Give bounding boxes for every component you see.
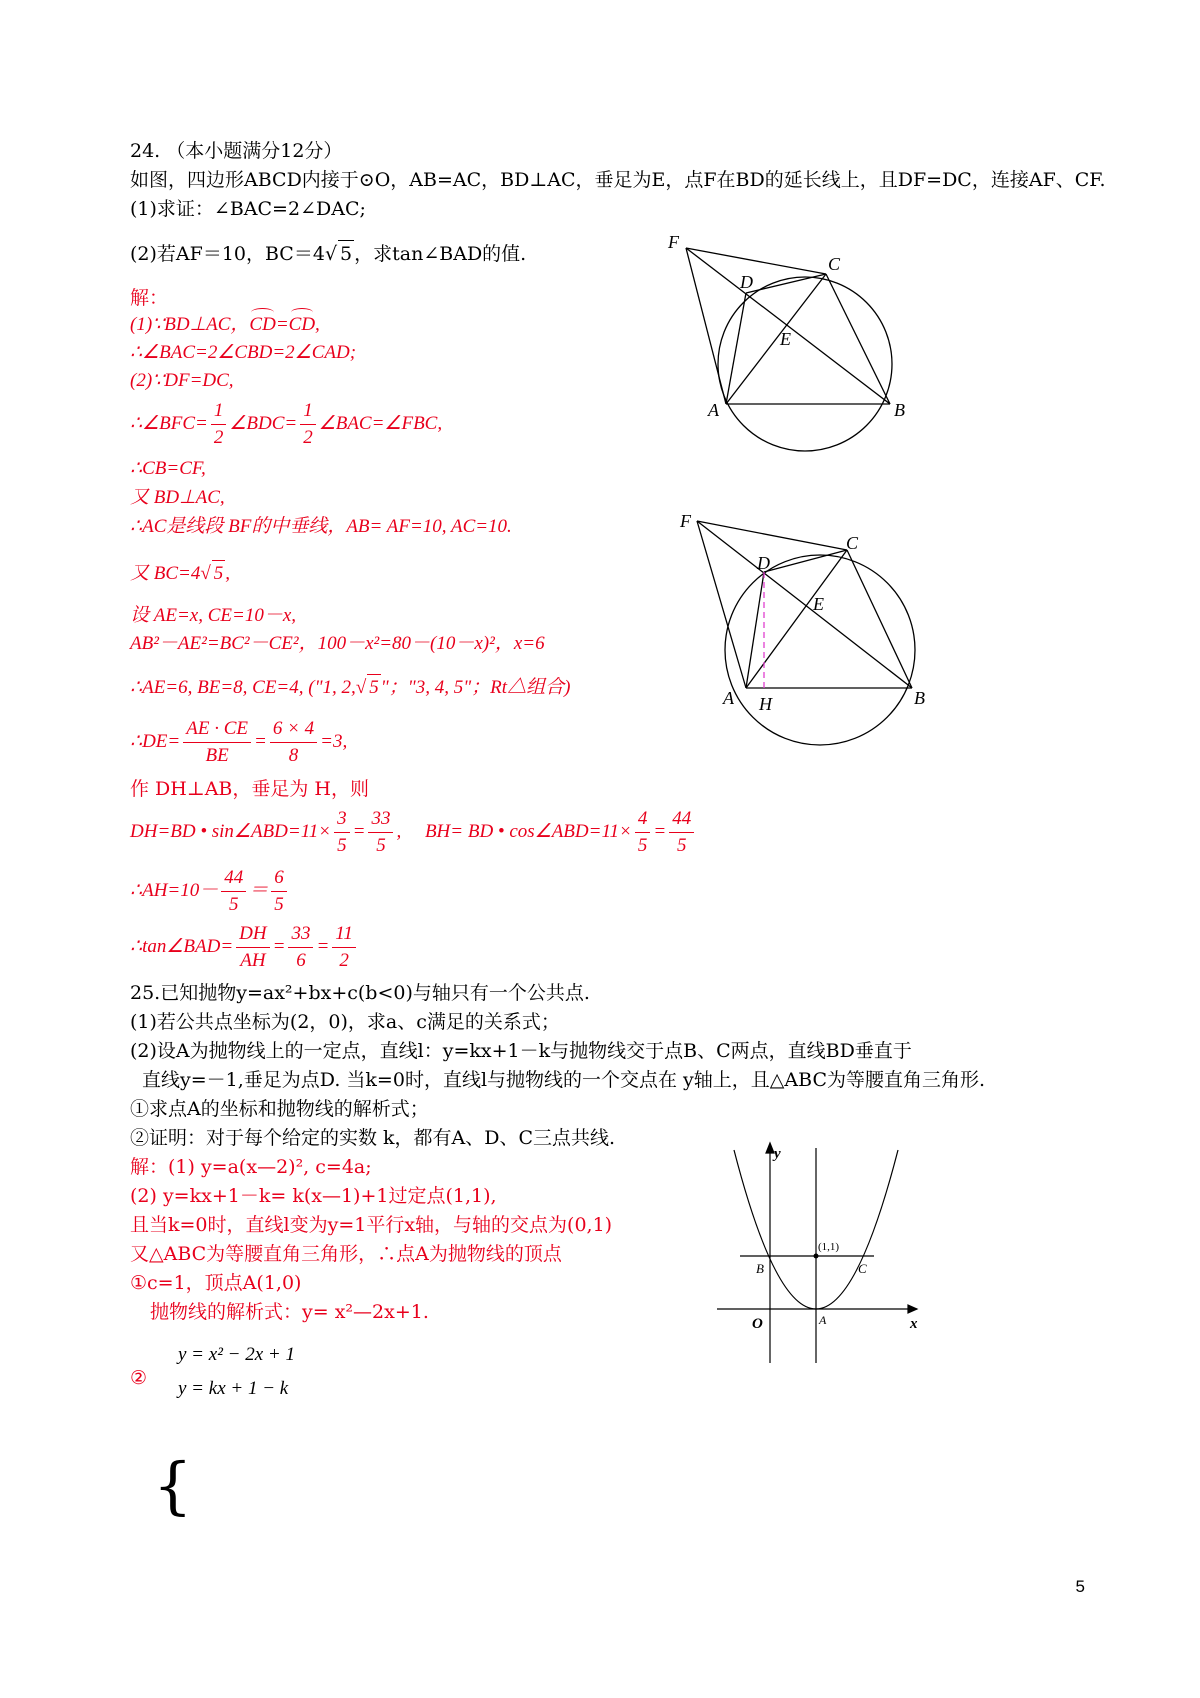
p24-stem: 如图，四边形ABCD内接于⊙O，AB=AC，BD⊥AC，垂足为E，点F在BD的延长线上，且DF=DC，连接AF、CF. — [130, 169, 1106, 191]
p24-q2-a: (2)若AF＝10，BC＝4 — [130, 243, 325, 265]
p24-q2 — [130, 240, 526, 267]
p24-s4-c: ∠BAC=∠FBC, — [318, 412, 443, 434]
segment-cb — [826, 274, 890, 404]
p24-s8 — [130, 560, 230, 587]
p24-s10: AB²－AE²=BC²－CE²，100－x²=80－(10－x)²，x=6 — [130, 633, 545, 654]
label-d: D — [740, 272, 753, 292]
p24-s7: ∴AC是线段 BF的中垂线，AB= AF=10, AC=10. — [130, 516, 512, 537]
p24-s1-a: (1)∵BD⊥AC， — [130, 314, 250, 335]
p24-s12-b: =3, — [320, 730, 348, 752]
segment-dc — [764, 550, 847, 572]
numerator: 3 — [334, 806, 350, 833]
label-y: y — [774, 1146, 781, 1162]
p24-s4-a: ∴∠BFC= — [130, 412, 208, 434]
fraction-11-2 — [332, 921, 356, 974]
p24-s15 — [130, 865, 290, 918]
sqrt-symbol: √ — [355, 677, 367, 698]
p25-l2: (1)若公共点坐标为(2，0)，求a、c满足的关系式； — [130, 1011, 560, 1033]
label-a: A — [819, 1313, 827, 1327]
p24-s14-a: DH=BD • sin∠ABD=11× — [130, 820, 332, 842]
label-d: D — [757, 553, 770, 573]
equals: = — [254, 730, 267, 752]
denominator: AH — [240, 950, 266, 971]
p25-s1: 解：(1) y=a(x—2)², c=4a; — [130, 1156, 372, 1178]
denominator: 6 — [296, 950, 306, 971]
p25-l6: ②证明：对于每个给定的实数 k，都有A、D、C三点共线. — [130, 1127, 616, 1149]
fraction-4-5 — [635, 806, 651, 859]
denominator: 5 — [676, 835, 687, 856]
p25-l5: ①求点A的坐标和抛物线的解析式； — [130, 1098, 429, 1120]
numerator: 44 — [221, 865, 246, 892]
label-e: E — [813, 594, 824, 614]
segment-ad — [746, 572, 764, 688]
system-brace: { — [153, 1449, 193, 1522]
p25-l1: 25.已知抛物y=ax²+bx+c(b<0)与轴只有一个公共点. — [130, 982, 590, 1004]
label-b: B — [756, 1261, 764, 1276]
fraction-6-5 — [271, 865, 287, 918]
p25-s5: ①c=1，顶点A(1,0) — [130, 1272, 302, 1294]
segment-fb — [697, 521, 912, 688]
p24-solution-label: 解： — [130, 287, 169, 309]
page-number: 5 — [1075, 1577, 1085, 1596]
label-c: C — [858, 1261, 867, 1276]
fraction-half-1 — [211, 398, 227, 451]
fraction-33-5 — [368, 806, 393, 859]
p24-s4-b: ∠BDC= — [229, 412, 298, 434]
label-f: F — [680, 511, 691, 531]
segment-fa — [686, 248, 726, 404]
p24-s1-eq: = — [275, 314, 289, 335]
fraction-44-5 — [221, 865, 246, 918]
p24-s14-b: , BH= BD • cos∠ABD=11× — [396, 820, 632, 842]
denominator: 5 — [337, 835, 347, 856]
p24-s16 — [130, 921, 359, 974]
p24-s11-b: "；"3, 4, 5"；Rt△组合) — [380, 677, 571, 698]
arc-cd-2: CD — [289, 312, 315, 338]
numerator: 11 — [332, 921, 356, 948]
p24-s8-b: , — [225, 563, 231, 584]
p25-l3: (2)设A为抛物线上的一定点，直线l：y=kx+1－k与抛物线交于点B、C两点，直线BD垂直于 — [130, 1040, 912, 1062]
label-e: E — [780, 329, 791, 349]
segment-fb — [686, 248, 890, 404]
numerator: 6 — [271, 865, 287, 892]
numerator: AE · CE — [183, 716, 251, 743]
p24-s8-radicand: 5 — [212, 560, 226, 587]
segment-fa — [697, 521, 746, 688]
p25-s4: 又△ABC为等腰直角三角形，∴点A为抛物线的顶点 — [130, 1243, 562, 1265]
p24-s6: 又 BD⊥AC, — [130, 487, 225, 508]
label-h: H — [759, 694, 772, 714]
p24-s15-a: ∴AH=10－ — [130, 879, 219, 901]
fraction-de-value — [270, 716, 317, 769]
fraction-44-5 — [669, 806, 694, 859]
label-c: C — [846, 533, 859, 553]
denominator: 8 — [288, 745, 299, 766]
segment-ac — [726, 274, 826, 404]
p25-l4: 直线y=－1,垂足为点D. 当k=0时，直线l与抛物线的一个交点在 y轴上，且△ABC为等腰直角三角形. — [142, 1069, 986, 1091]
parabola-figure — [712, 1138, 927, 1368]
p25-s2: (2) y=kx+1－k= k(x—1)+1过定点(1,1), — [130, 1185, 497, 1207]
equals: = — [272, 935, 286, 957]
p25-s6: 抛物线的解析式：y= x²—2x+1. — [150, 1301, 429, 1323]
label-a: A — [723, 688, 734, 708]
label-f: F — [668, 232, 679, 252]
p24-q2-radicand: 5 — [338, 240, 354, 267]
label-point-1-1: (1,1) — [818, 1241, 840, 1253]
segment-fc — [697, 521, 847, 550]
p25-s7-prefix: ② — [130, 1367, 148, 1389]
p25-eq2: y = kx + 1 − k — [178, 1378, 289, 1399]
denominator: 5 — [376, 835, 386, 856]
numerator: 6 × 4 — [270, 716, 317, 743]
fraction-33-6 — [288, 921, 313, 974]
segment-cb — [847, 550, 912, 688]
p24-s11-a: ∴AE=6, BE=8, CE=4, ("1, 2, — [130, 677, 356, 698]
p24-s11 — [130, 674, 570, 701]
p24-s1 — [130, 312, 320, 338]
equals: = — [352, 820, 366, 842]
label-b: B — [914, 688, 925, 708]
p25-s3: 且当k=0时，直线l变为y=1平行x轴，与轴的交点为(0,1) — [130, 1214, 613, 1236]
p24-s12 — [130, 716, 347, 769]
p24-s4 — [130, 398, 442, 451]
p24-s2: ∴∠BAC=2∠CBD=2∠CAD; — [130, 342, 357, 363]
fraction-3-5 — [334, 806, 350, 859]
p24-q2-b: ，求tan∠BAD的值. — [354, 243, 527, 265]
y-axis-arrow — [766, 1143, 774, 1153]
p24-s1-end: , — [315, 314, 320, 335]
numerator: 4 — [635, 806, 651, 833]
denominator: 2 — [339, 950, 349, 971]
p25-eq1: y = x² − 2x + 1 — [178, 1344, 295, 1365]
p24-s9: 设 AE=x, CE=10－x, — [130, 605, 296, 626]
circle-o — [725, 555, 915, 745]
arc-cd-1: CD — [249, 312, 275, 338]
fraction-half-2 — [300, 398, 316, 451]
denominator: BE — [205, 745, 229, 766]
label-o: O — [752, 1316, 763, 1332]
equals: = — [653, 820, 667, 842]
p24-q1: (1)求证：∠BAC=2∠DAC; — [130, 198, 366, 220]
denominator: 5 — [274, 894, 284, 915]
fraction-de — [183, 716, 251, 769]
segment-ad — [726, 293, 746, 404]
equals: = — [316, 935, 330, 957]
numerator: 33 — [288, 921, 313, 948]
numerator: 1 — [211, 398, 227, 425]
label-a: A — [708, 400, 719, 420]
p24-s5: ∴CB=CF, — [130, 458, 206, 479]
sqrt-symbol: √ — [324, 243, 338, 265]
label-b: B — [894, 400, 905, 420]
equals: ＝ — [249, 879, 269, 901]
p24-s16-a: ∴tan∠BAD= — [130, 935, 234, 957]
label-x: x — [910, 1316, 918, 1332]
denominator: 2 — [213, 427, 224, 448]
denominator: 5 — [229, 894, 239, 915]
p24-s12-a: ∴DE= — [130, 730, 181, 752]
fraction-dh-ah — [236, 921, 269, 974]
geometry-figure-2 — [660, 505, 940, 750]
denominator: 2 — [303, 427, 313, 448]
p24-s8-a: 又 BC=4 — [130, 563, 201, 584]
numerator: 1 — [300, 398, 316, 425]
geometry-figure-1 — [660, 230, 930, 460]
numerator: DH — [236, 921, 269, 948]
sqrt-symbol: √ — [200, 563, 211, 584]
label-c: C — [828, 254, 841, 274]
x-axis-arrow — [908, 1305, 917, 1313]
p24-s14 — [130, 806, 697, 859]
segment-fc — [686, 248, 826, 274]
p24-s3: (2)∵DF=DC, — [130, 370, 234, 391]
p24-title: 24. （本小题满分12分） — [130, 140, 343, 162]
numerator: 33 — [368, 806, 393, 833]
p24-s11-radicand: 5 — [367, 674, 381, 701]
numerator: 44 — [669, 806, 694, 833]
p24-s13: 作 DH⊥AB，垂足为 H，则 — [130, 778, 370, 800]
point-1-1 — [814, 1254, 819, 1259]
denominator: 5 — [637, 835, 648, 856]
